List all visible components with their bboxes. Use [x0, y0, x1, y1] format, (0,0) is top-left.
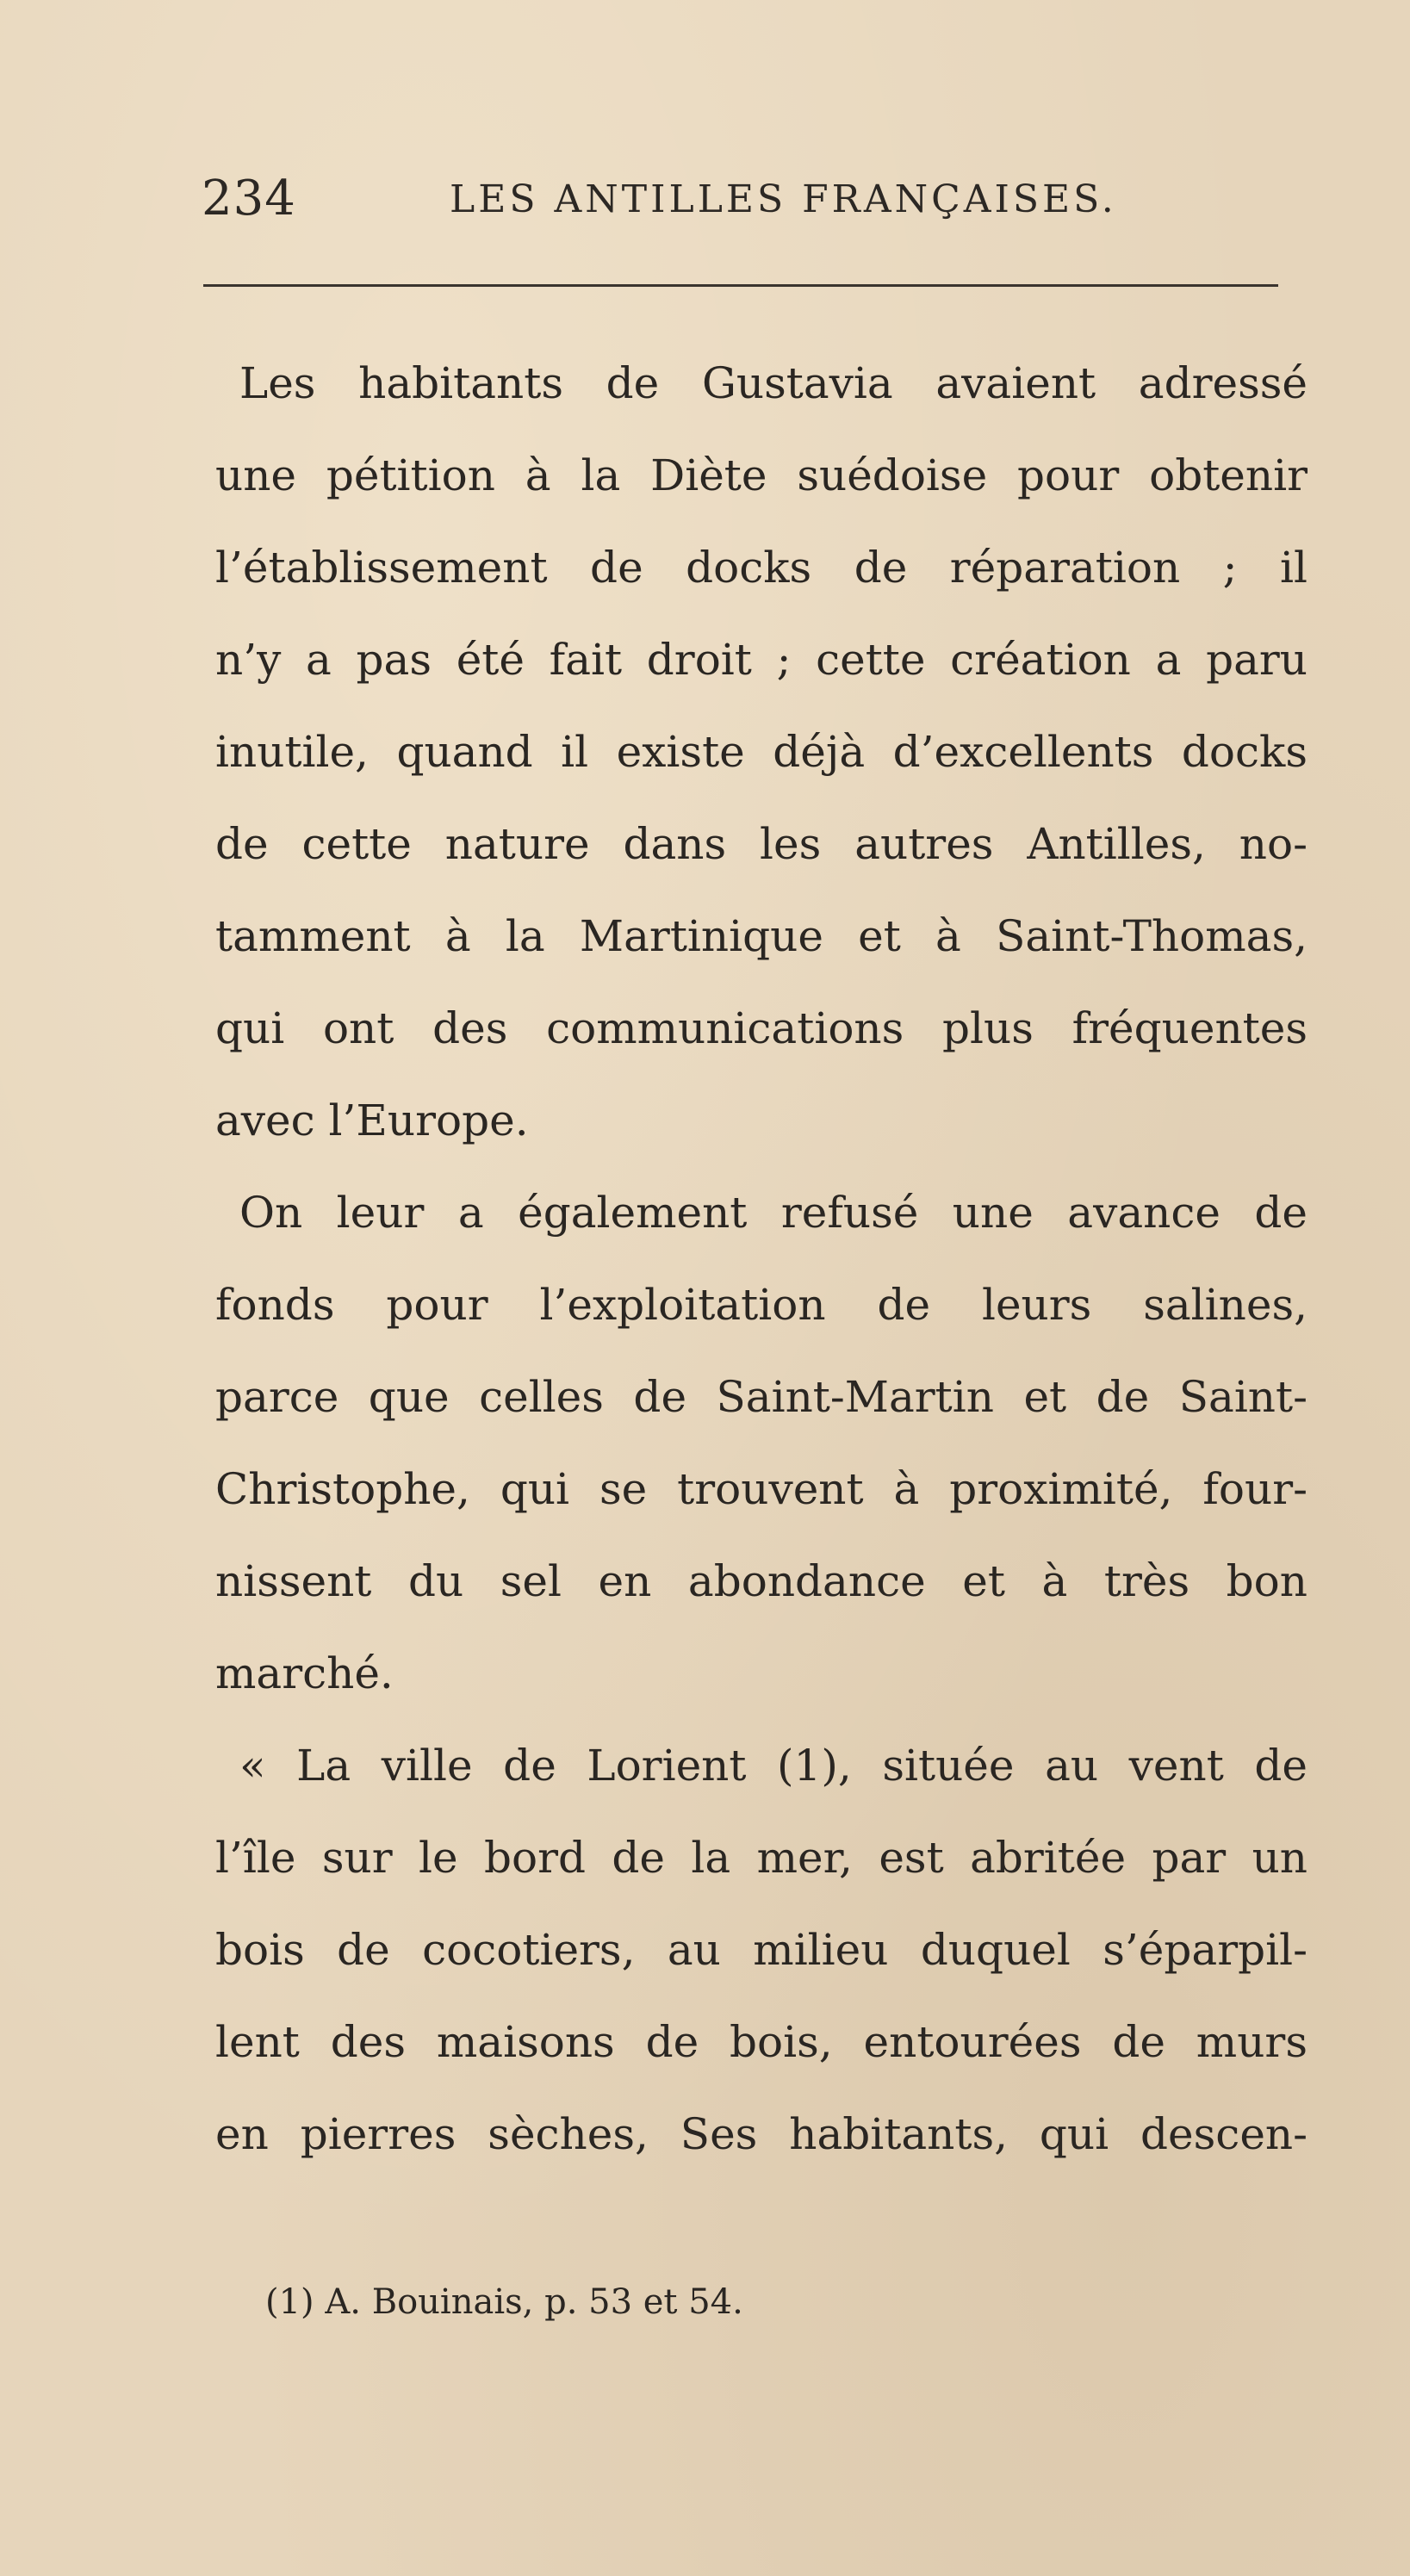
text-line: nissent du sel en abondance et à très bon	[215, 1556, 1308, 1606]
text-line: parce que celles de Saint-Martin et de Saint-	[215, 1372, 1308, 1422]
text-line: l’établissement de docks de réparation ; il	[215, 543, 1308, 593]
page-number: 234	[202, 171, 296, 227]
text-line: fonds pour l’exploitation de leurs salines,	[215, 1280, 1308, 1330]
text-line: l’île sur le bord de la mer, est abritée par un	[215, 1833, 1308, 1883]
text-line: Les habitants de Gustavia avaient adressé	[239, 358, 1308, 408]
text-line: bois de cocotiers, au milieu duquel s’éparpil-	[215, 1925, 1308, 1975]
text-line: On leur a également refusé une avance de	[239, 1188, 1308, 1238]
text-line: tamment à la Martinique et à Saint-Thomas,	[215, 911, 1308, 961]
running-title: LES ANTILLES FRANÇAISES.	[450, 177, 1117, 221]
text-line: n’y a pas été fait droit ; cette création a paru	[215, 635, 1308, 685]
text-line: qui ont des communications plus fréquentes	[215, 1003, 1308, 1053]
body-text	[215, 338, 1308, 2181]
text-line: marché.	[215, 1648, 394, 1698]
text-line: inutile, quand il existe déjà d’excellents docks	[215, 727, 1308, 777]
text-line: lent des maisons de bois, entourées de murs	[215, 2017, 1308, 2067]
text-line: avec l’Europe.	[215, 1096, 529, 1145]
footnote: (1) A. Bouinais, p. 53 et 54.	[265, 2282, 743, 2322]
text-line: Christophe, qui se trouvent à proximité, four-	[215, 1464, 1308, 1514]
text-line: une pétition à la Diète suédoise pour obtenir	[215, 450, 1308, 500]
text-line: de cette nature dans les autres Antilles, no-	[215, 819, 1308, 869]
text-line: « La ville de Lorient (1), située au vent de	[239, 1741, 1308, 1791]
page-header	[202, 171, 1321, 231]
header-rule	[203, 284, 1278, 287]
text-line: en pierres sèches, Ses habitants, qui descen-	[215, 2109, 1308, 2159]
